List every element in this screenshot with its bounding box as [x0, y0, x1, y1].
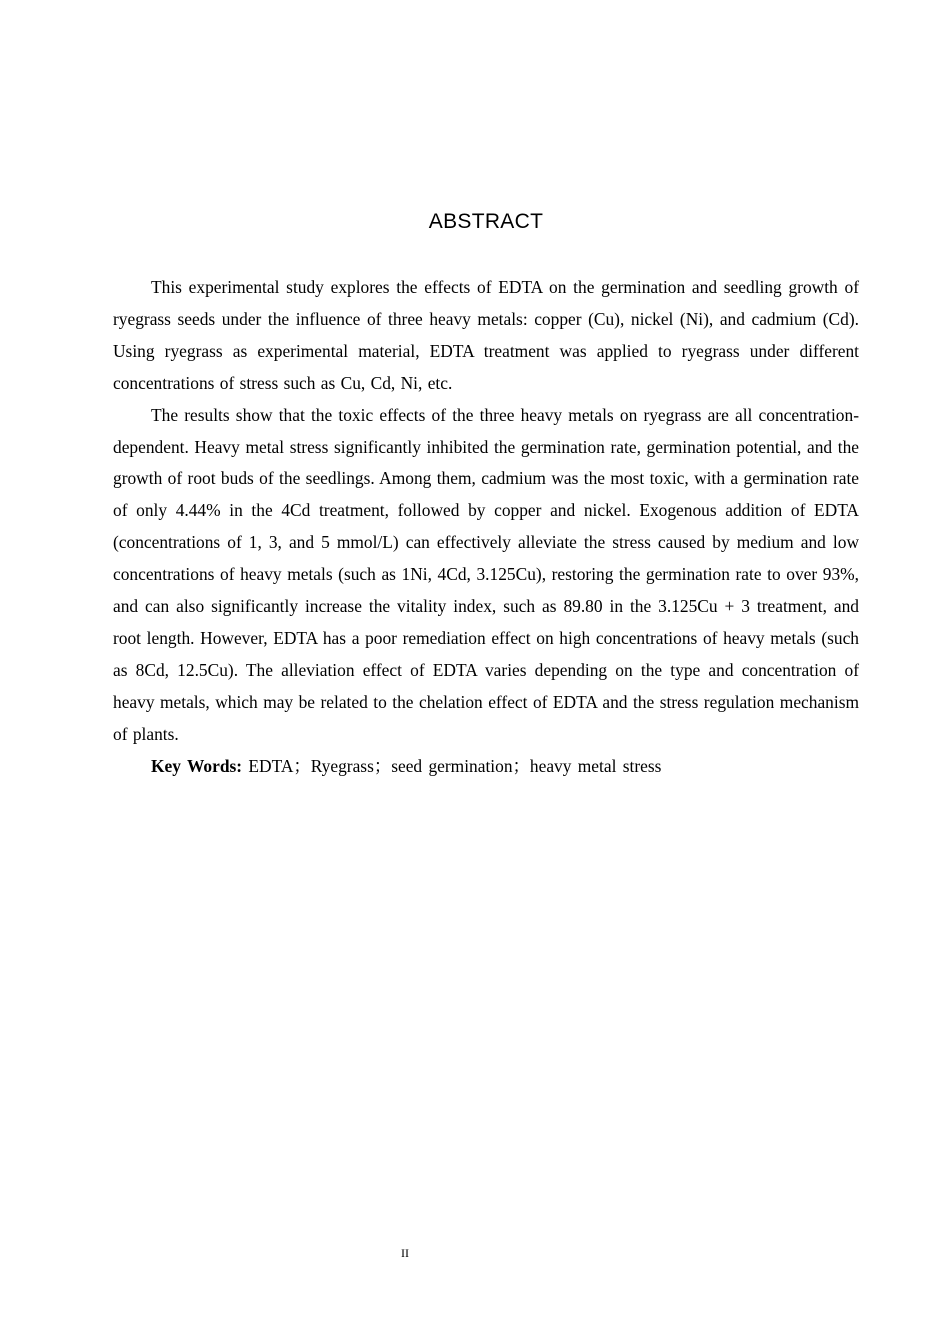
- abstract-paragraph-2: The results show that the toxic effects of the three heavy metals on ryegrass are all concentration-dependent. Heavy metal stress significantly inhibited the germination rate, germination potential, and the growth of root buds of the seedlings. Among them, cadmium was the most toxic, with a germination rate of only 4.44% in the 4Cd treatment, followed by copper and nickel. Exogenous addition of EDTA (concentrations of 1, 3, and 5 mmol/L) can effectively alleviate the stress caused by medium and low concentrations of heavy metals (such as 1Ni, 4Cd, 3.125Cu), restoring the germination rate to over 93%, and can also significantly increase the vitality index, such as 89.80 in the 3.125Cu + 3 treatment, and root length. However, EDTA has a poor remediation effect on high concentrations of heavy metals (such as 8Cd, 12.5Cu). The alleviation effect of EDTA varies depending on the type and concentration of heavy metals, which may be related to the chelation effect of EDTA and the stress regulation mechanism of plants.: [113, 404, 859, 744]
- keywords-text: EDTA；Ryegrass；seed germination；heavy metal stress: [248, 755, 662, 776]
- abstract-title: ABSTRACT: [428, 210, 544, 233]
- keywords-line: [113, 751, 859, 783]
- page-number: II: [401, 1246, 409, 1260]
- keywords-label: Key Words:: [151, 755, 243, 776]
- abstract-body: [113, 272, 859, 783]
- abstract-paragraph-1: This experimental study explores the effects of EDTA on the germination and seedling growth of ryegrass seeds under the influence of three heavy metals: copper (Cu), nickel (Ni), and cadmium (Cd). Using ryegrass as experimental material, EDTA treatment was applied to ryegrass under different concentrations of stress such as Cu, Cd, Ni, etc.: [113, 277, 859, 393]
